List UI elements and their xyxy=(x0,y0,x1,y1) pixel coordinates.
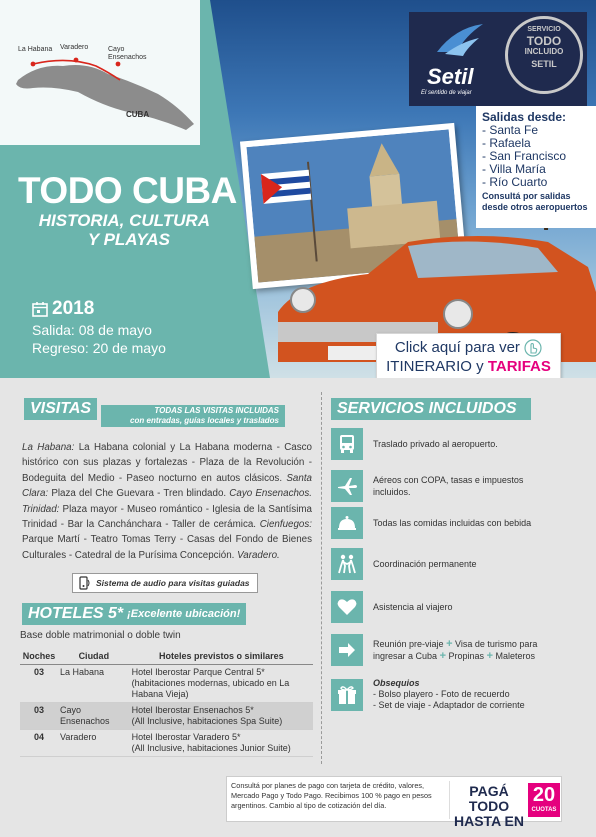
departures-note: Consultá por salidas desde otros aeropuertos xyxy=(482,191,588,212)
cta-tariffs: TARIFAS xyxy=(487,358,551,376)
people-icon xyxy=(331,548,363,580)
hotels-room-base: Base doble matrimonial o doble twin xyxy=(20,630,181,641)
heart-icon xyxy=(331,591,363,623)
visits-description xyxy=(22,440,312,563)
hotel-city: Varadero xyxy=(58,730,130,757)
visits-sub-line-2: con entradas, guías locales y traslados xyxy=(130,416,279,425)
calendar-icon xyxy=(32,301,48,317)
seal-bottom-text: SETIL xyxy=(531,59,557,69)
payment-text: Consultá por planes de pago con tarjeta de crédito, valores, Mercado Pago y Todo Pago. Recibimos 100 % pago en pesos argentinos. Cambio al tipo de cotización del día. xyxy=(231,781,432,810)
service-item-coordination xyxy=(331,548,477,580)
service-item-extras xyxy=(331,634,551,666)
hotels-heading-text: HOTELES 5* xyxy=(28,605,124,622)
arrow-right-icon xyxy=(331,634,363,666)
bus-icon xyxy=(331,428,363,460)
table-row xyxy=(20,703,313,730)
gifts-line: - Bolso playero - Foto de recuerdo xyxy=(373,689,510,699)
map-city-cayo-ensenachos: Cayo Ensenachos xyxy=(108,46,147,61)
gifts-line: - Set de viaje - Adaptador de corriente xyxy=(373,700,525,710)
year-text: 2018 xyxy=(52,298,95,319)
installments-unit: CUOTAS xyxy=(531,807,557,813)
audio-system-note xyxy=(72,573,258,593)
hotel-name: Hotel Iberostar Parque Central 5* xyxy=(131,667,265,677)
hotel-detail: (habitaciones modernas, ubicado en La Habana Vieja) xyxy=(131,678,290,699)
seal-top-text: SERVICIO xyxy=(527,26,561,33)
departure-date: Salida: 08 de mayo xyxy=(32,322,152,338)
column-header-hotels: Hoteles previstos o similares xyxy=(130,648,313,665)
payment-box xyxy=(226,776,562,829)
plane-icon xyxy=(331,470,363,502)
trip-year xyxy=(32,298,94,320)
page-title: TODO CUBA xyxy=(18,170,237,211)
seal-mid-text-2: INCLUIDO xyxy=(524,47,564,56)
hotels-table xyxy=(20,648,313,757)
visit-place-text: Parque Martí - Teatro Tomas Terry - Casas del Fondo de Bienes Culturales - Catedral de la Purísima Concepción. xyxy=(22,534,312,561)
itinerary-tariffs-button[interactable] xyxy=(376,333,561,383)
brand-name: Setil xyxy=(427,64,474,89)
services-heading: SERVICIOS INCLUIDOS xyxy=(331,398,531,420)
installments-number: 20 xyxy=(532,784,556,806)
service-text: Asistencia al viajero xyxy=(373,602,453,612)
column-header-city: Ciudad xyxy=(58,648,130,665)
service-item-transfer xyxy=(331,428,498,460)
departures-box xyxy=(476,106,596,228)
hotel-name-cell xyxy=(130,665,313,703)
visit-place-label: Cayo Ensenachos. xyxy=(229,488,312,500)
visit-place-label: La Habana: xyxy=(22,442,75,453)
gifts-text xyxy=(373,678,525,711)
hotel-detail: (All Inclusive, habitaciones Spa Suite) xyxy=(131,716,283,726)
installments-headline xyxy=(454,784,524,829)
brand-tagline: El sentido de viajar xyxy=(421,90,472,96)
setil-logo xyxy=(409,12,587,106)
service-item-gifts xyxy=(331,678,525,711)
audio-system-text: Sistema de audio para visitas guiadas xyxy=(96,578,250,588)
service-text: Aéreos con COPA, tasas e impuestos incluidos. xyxy=(373,475,524,497)
extras-item: Visa de turismo para ingresar a Cuba xyxy=(373,639,538,661)
hotel-name-cell xyxy=(130,703,313,730)
setil-wing-icon xyxy=(435,22,485,58)
subtitle-line-2: Y PLAYAS xyxy=(87,230,170,249)
plus-icon: + xyxy=(446,638,453,650)
installments-line-2: HASTA EN xyxy=(454,813,524,829)
hotel-city: La Habana xyxy=(58,665,130,703)
page-subtitle xyxy=(20,211,210,249)
column-header-nights: Noches xyxy=(20,648,58,665)
cuba-map xyxy=(8,22,198,140)
hotel-nights: 04 xyxy=(20,730,58,757)
food-cloche-icon xyxy=(331,507,363,539)
visits-sub-line-1: TODAS LAS VISITAS INCLUIDAS xyxy=(154,406,279,415)
visits-heading: VISITAS xyxy=(24,398,97,420)
cta-itinerary: ITINERARIO xyxy=(386,358,472,376)
map-country-label: CUBA xyxy=(126,110,150,119)
table-row xyxy=(20,665,313,703)
visit-place-text: Plaza mayor - Museo romántico - Iglesia de la Santísima Trinidad - Bar la Canchánchara - Taller de cerámica. xyxy=(22,503,312,531)
cta-label: Click aquí para ver xyxy=(394,339,520,356)
gift-icon xyxy=(331,679,363,711)
service-text: Traslado privado al aeropuerto. xyxy=(373,439,498,449)
column-divider xyxy=(321,392,322,764)
extras-item: Maleteros xyxy=(495,651,536,661)
return-date: Regreso: 20 de mayo xyxy=(32,340,166,356)
map-city-varadero: Varadero xyxy=(60,44,89,51)
hotel-nights: 03 xyxy=(20,665,58,703)
plus-icon: + xyxy=(486,650,493,662)
visit-place-label: Cienfuegos: xyxy=(259,519,312,531)
table-header-row xyxy=(20,648,313,665)
visit-place-text: La Habana colonial y La Habana moderna - Casco histórico con sus plazas y fortalezas - Plaza de la Revolución - Bodeguita del Medio - Paseo nocturno en autos clásicos. xyxy=(22,442,312,484)
pointer-hand-icon xyxy=(524,339,542,357)
extras-item: Reunión pre-viaje xyxy=(373,639,444,649)
plus-icon: + xyxy=(439,650,446,662)
audio-guide-icon xyxy=(77,576,91,590)
extras-item: Propinas xyxy=(448,651,485,661)
service-extras-text xyxy=(373,638,551,662)
service-item-flights xyxy=(331,470,533,502)
hotels-badge: ¡Excelente ubicación! xyxy=(127,608,241,620)
visits-subheading xyxy=(101,405,285,427)
service-item-meals xyxy=(331,507,531,539)
installments-badge xyxy=(528,783,560,817)
departure-city: - San Francisco xyxy=(482,149,567,163)
visit-place-label: Varadero. xyxy=(237,549,280,561)
installments-line-1: PAGÁ TODO xyxy=(468,783,510,814)
service-text: Coordinación permanente xyxy=(373,559,477,569)
hotel-detail: (All Inclusive, habitaciones Junior Suite) xyxy=(131,743,291,753)
gifts-title: Obsequios xyxy=(373,678,420,688)
hero-banner xyxy=(0,0,596,378)
seal-mid-text-1: TODO xyxy=(526,34,562,48)
cta-connector: y xyxy=(476,358,484,376)
cuba-map-shape xyxy=(8,22,198,140)
cta-line-2 xyxy=(377,358,560,375)
cta-line-1 xyxy=(377,339,560,357)
departure-city: - Villa María xyxy=(482,162,546,176)
departure-city: - Rafaela xyxy=(482,136,531,150)
todo-incluido-seal xyxy=(505,16,583,94)
hotel-name-cell xyxy=(130,730,313,757)
map-city-la-habana: La Habana xyxy=(18,46,53,53)
service-item-assistance xyxy=(331,591,453,623)
subtitle-line-1: HISTORIA, CULTURA xyxy=(38,211,210,230)
visit-place-text: Plaza del Che Guevara - Tren blindado. xyxy=(48,488,230,500)
service-text: Todas las comidas incluidas con bebida xyxy=(373,518,532,528)
hotel-name: Hotel Iberostar Ensenachos 5* xyxy=(131,705,254,715)
installments-promo xyxy=(449,781,561,829)
hotels-heading xyxy=(22,603,246,625)
hotel-city: Cayo Ensenachos xyxy=(58,703,130,730)
departure-city: - Santa Fe xyxy=(482,123,539,137)
table-row xyxy=(20,730,313,757)
departure-city: - Río Cuarto xyxy=(482,175,548,189)
hotel-name: Hotel Iberostar Varadero 5* xyxy=(131,732,241,742)
hotel-nights: 03 xyxy=(20,703,58,730)
departures-title: Salidas desde: xyxy=(482,110,567,124)
visit-place-label: Trinidad: xyxy=(22,503,60,515)
visit-place-label: Santa Clara: xyxy=(22,472,312,500)
